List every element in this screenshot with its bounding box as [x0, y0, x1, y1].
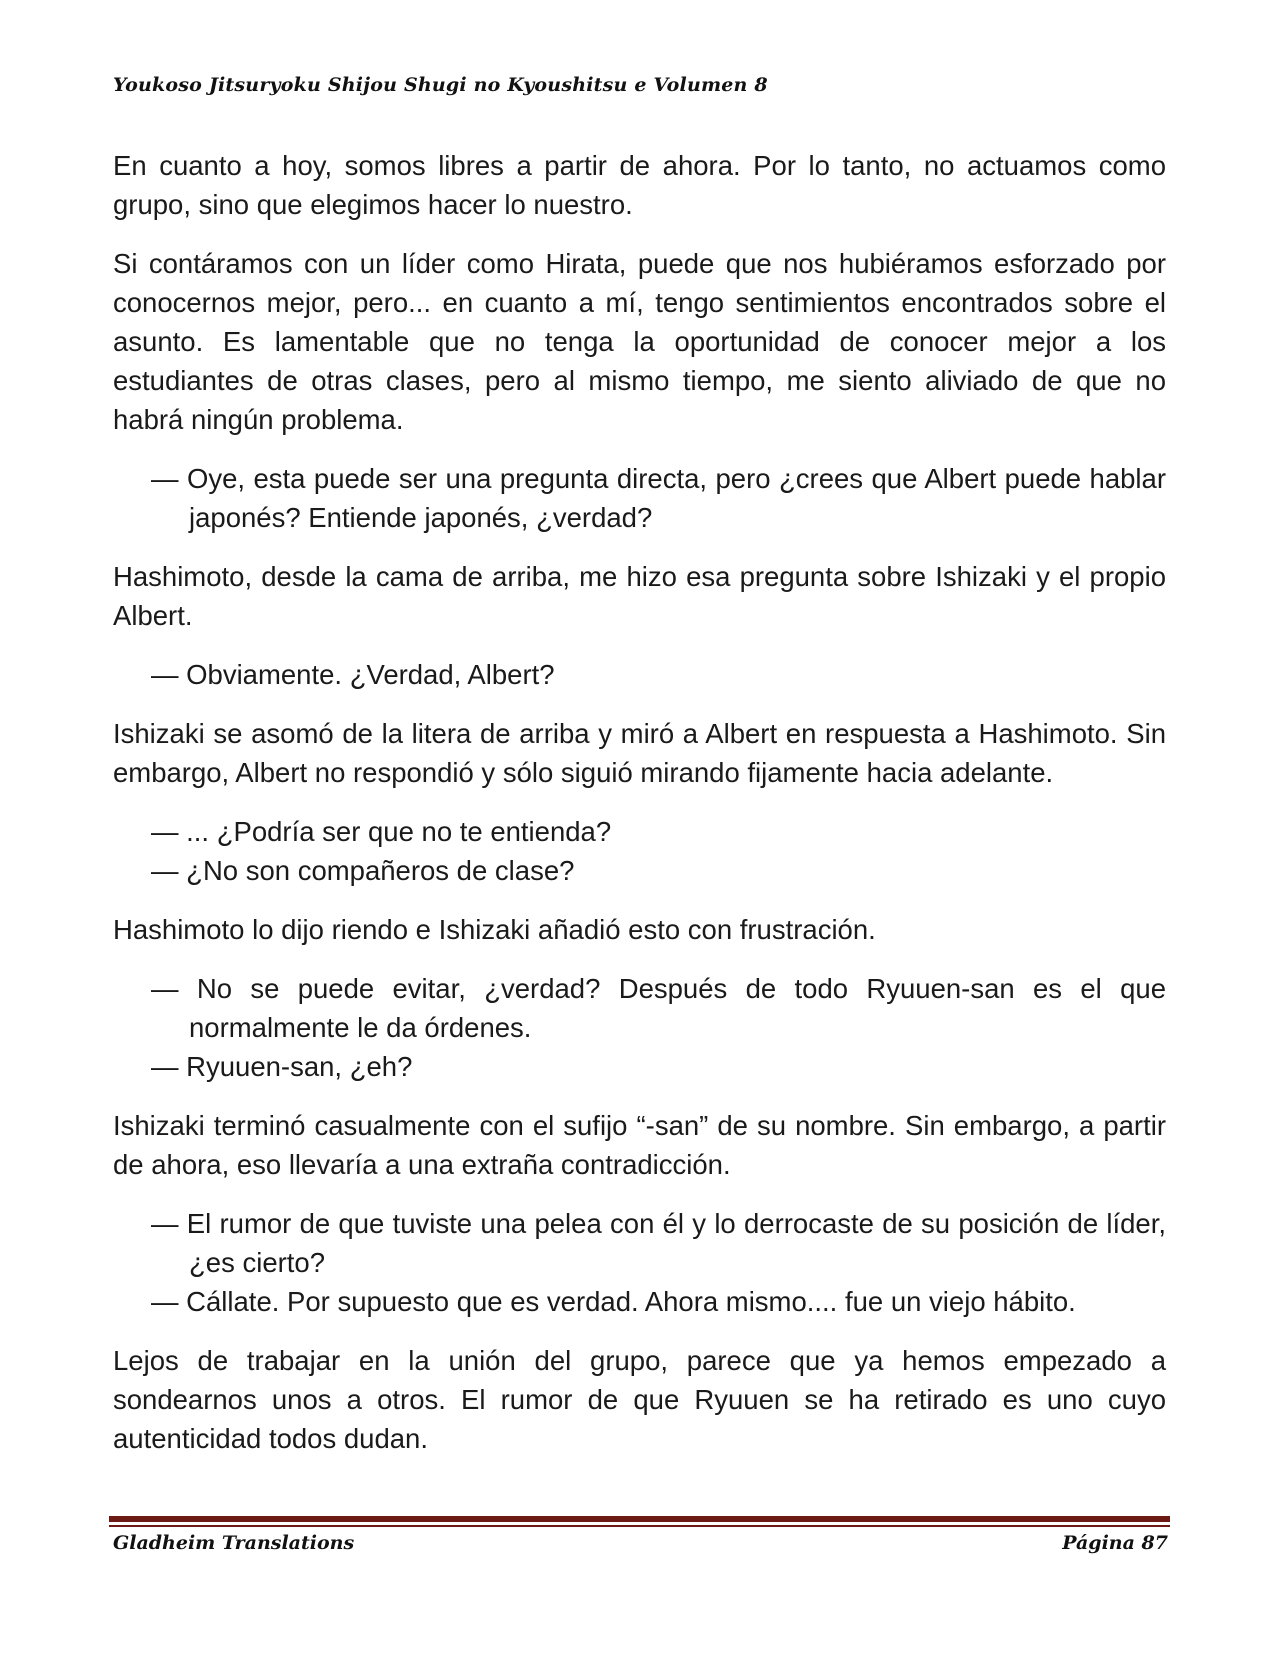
dialogue-line: — Ryuuen-san, ¿eh?	[151, 1051, 413, 1082]
dialogue-block	[113, 812, 1166, 890]
dialogue-line: — No se puede evitar, ¿verdad? Después de todo Ryuuen-san es el que normalmente le da órdenes.	[151, 973, 1166, 1043]
footer-rule-thin	[109, 1525, 1170, 1527]
dialogue-block	[113, 969, 1166, 1086]
paragraph: Ishizaki se asomó de la litera de arriba y miró a Albert en respuesta a Hashimoto. Sin embargo, Albert no respondió y sólo siguió mirando fijamente hacia adelante.	[113, 718, 1166, 788]
dialogue-line: — Obviamente. ¿Verdad, Albert?	[151, 659, 555, 690]
page-number: Página 87	[1062, 1532, 1168, 1554]
dialogue-block	[113, 459, 1166, 537]
paragraph: Si contáramos con un líder como Hirata, puede que nos hubiéramos esforzado por conocernos mejor, pero... en cuanto a mí, tengo sentimientos encontrados sobre el asunto. Es lamentable que no tenga la oportunidad de conocer mejor a los estudiantes de otras clases, pero al mismo tiempo, me siento aliviado de que no habrá ningún problema.	[113, 248, 1166, 435]
footer-rule	[109, 1516, 1170, 1522]
paragraph: Lejos de trabajar en la unión del grupo, parece que ya hemos empezado a sondearnos unos a otros. El rumor de que Ryuuen se ha retirado es uno cuyo autenticidad todos dudan.	[113, 1345, 1166, 1454]
dialogue-block	[113, 655, 1166, 694]
dialogue-line: — Cállate. Por supuesto que es verdad. Ahora mismo.... fue un viejo hábito.	[151, 1286, 1076, 1317]
page-body	[113, 146, 1166, 1478]
paragraph: Ishizaki terminó casualmente con el sufijo “-san” de su nombre. Sin embargo, a partir de ahora, eso llevaría a una extraña contradicción.	[113, 1110, 1166, 1180]
page-header-title: Youkoso Jitsuryoku Shijou Shugi no Kyoushitsu e Volumen 8	[113, 74, 768, 96]
paragraph: En cuanto a hoy, somos libres a partir de ahora. Por lo tanto, no actuamos como grupo, sino que elegimos hacer lo nuestro.	[113, 150, 1166, 220]
paragraph: Hashimoto, desde la cama de arriba, me hizo esa pregunta sobre Ishizaki y el propio Albert.	[113, 561, 1166, 631]
dialogue-line: — El rumor de que tuviste una pelea con él y lo derrocaste de su posición de líder, ¿es cierto?	[151, 1208, 1166, 1278]
paragraph: Hashimoto lo dijo riendo e Ishizaki añadió esto con frustración.	[113, 914, 876, 945]
dialogue-block	[113, 1204, 1166, 1321]
dialogue-line: — ¿No son compañeros de clase?	[151, 855, 575, 886]
dialogue-line: — Oye, esta puede ser una pregunta directa, pero ¿crees que Albert puede hablar japonés? Entiende japonés, ¿verdad?	[151, 463, 1166, 533]
dialogue-line: — ... ¿Podría ser que no te entienda?	[151, 816, 612, 847]
footer-translator: Gladheim Translations	[113, 1532, 355, 1554]
